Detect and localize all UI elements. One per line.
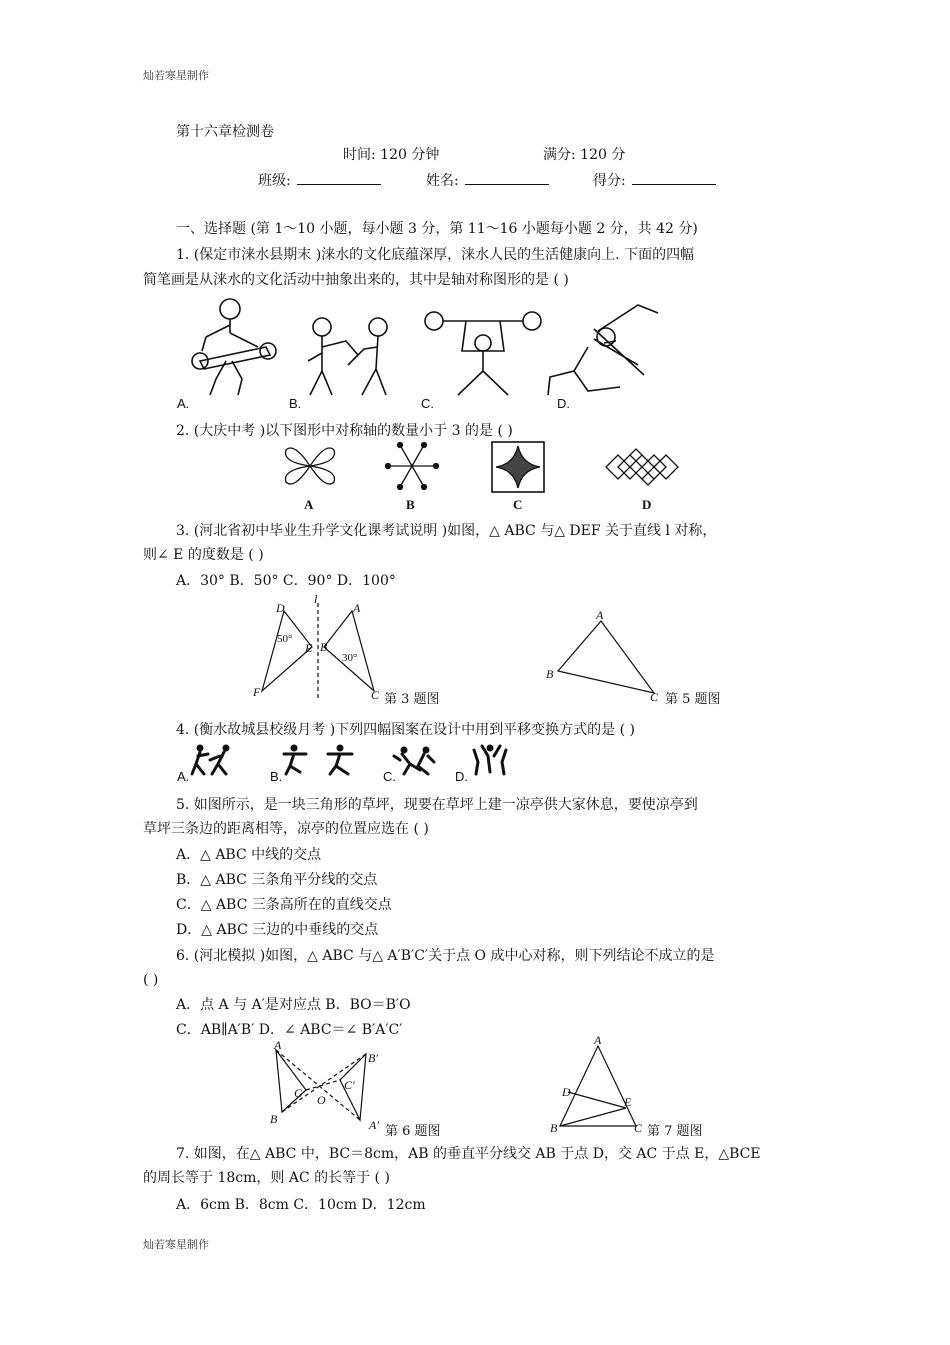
q3-options: A．30° B．50° C．90° D．100° <box>176 573 396 589</box>
q2a-petals <box>286 448 335 484</box>
q6-line1: 6. (河北模拟 )如图，△ ABC 与△ A′B′C′关于点 O 成中心对称，则下列结论不成立的是 <box>176 948 715 964</box>
q1-opt-b[interactable]: B. <box>289 396 302 411</box>
q7-label-b: B <box>550 1121 558 1135</box>
score-label: 得分: <box>593 173 626 189</box>
q1b-figure <box>308 336 386 395</box>
q7-options: A．6cm B．8cm C．10cm D．12cm <box>176 1197 426 1213</box>
q1-opt-a[interactable]: A. <box>177 396 190 411</box>
q1-figures <box>186 295 606 405</box>
q7-triangle <box>560 1046 636 1126</box>
q3-triangle-abc <box>324 611 374 691</box>
q4-stem: 4. (衡水故城县校级月考 )下列四幅图案在设计中用到平移变换方式的是 ( ) <box>176 722 636 738</box>
q4d-pattern <box>474 745 506 775</box>
q3-angle-30: 30° <box>342 652 358 664</box>
q5-line1: 5. 如图所示，是一块三角形的草坪，现要在草坪上建一凉亭供大家休息，要使凉亭到 <box>176 797 698 813</box>
q2-figures <box>280 440 700 510</box>
q3-label-e: E <box>305 641 313 655</box>
q6-label-a: A <box>274 1038 282 1052</box>
q6-label-c: C <box>294 1086 303 1100</box>
name-field <box>426 172 549 189</box>
class-label: 班级: <box>258 173 291 189</box>
q5-option-d[interactable]: D．△ ABC 三边的中垂线的交点 <box>176 922 379 938</box>
q6-figure <box>262 1040 402 1130</box>
q1-opt-c[interactable]: C. <box>421 396 434 411</box>
q2-label-a[interactable]: A <box>304 497 314 512</box>
q2b-star <box>386 443 439 490</box>
q3-label-c: C <box>371 688 380 702</box>
score-blank[interactable] <box>632 172 716 185</box>
q2c-star <box>496 446 540 488</box>
q3-label-b: B <box>320 640 328 654</box>
q4-opt-c[interactable]: C. <box>383 769 396 784</box>
q1a-figure <box>200 319 270 395</box>
q4-opt-b[interactable]: B. <box>270 769 283 784</box>
q7-perpendicular-bisector <box>568 1092 626 1108</box>
q3-label-a: A <box>353 601 361 615</box>
q6-options-2: C．AB∥A′B′ D．∠ ABC＝∠ B′A′C′ <box>176 1022 403 1038</box>
q5-label-b: B <box>546 667 554 681</box>
q7-caption: 第 7 题图 <box>647 1124 703 1139</box>
q7-label-a: A <box>594 1033 602 1047</box>
page-title: 第十六章检测卷 <box>176 124 274 140</box>
q2-label-b[interactable]: B <box>406 497 415 512</box>
q3-label-f: F <box>253 685 261 699</box>
q3-label-l: l <box>314 592 318 606</box>
q4-opt-a[interactable]: A. <box>177 769 190 784</box>
q1b-head1 <box>313 318 331 336</box>
q4-opt-d[interactable]: D. <box>455 769 468 784</box>
q6-label-o: O <box>317 1093 326 1107</box>
q1a-head <box>220 299 240 319</box>
q6-options-1: A．点 A 与 A′是对应点 B．BO＝B′O <box>176 997 411 1013</box>
q5-option-c[interactable]: C．△ ABC 三条高所在的直线交点 <box>176 897 392 913</box>
q6-triangle-abc <box>276 1050 306 1112</box>
q7-label-e: E <box>624 1095 632 1109</box>
q4a-pattern <box>192 745 230 775</box>
q3-line1: 3. (河北省初中毕业生升学文化课考试说明 )如图，△ ABC 与△ DEF 关于直线 l 对称， <box>176 523 717 539</box>
q1b-head2 <box>369 318 387 336</box>
q1d-figure <box>548 305 658 395</box>
q5-triangle <box>558 621 654 693</box>
q5-label-a: A <box>596 608 604 622</box>
q5-label-c: C <box>650 690 659 704</box>
name-blank[interactable] <box>465 172 549 185</box>
q1c-plate1 <box>425 312 443 330</box>
q1-line2: 简笔画是从涞水的文化活动中抽象出来的，其中是轴对称图形的是 ( ) <box>143 272 569 288</box>
q6-label-c-prime: C′ <box>344 1078 355 1092</box>
class-field <box>258 172 381 189</box>
q6-line2: ( ) <box>143 972 159 988</box>
name-label: 姓名: <box>426 173 459 189</box>
q1-line1: 1. (保定市涞水县期末 )涞水的文化底蕴深厚，涞水人民的生活健康向上. 下面的四幅 <box>176 247 695 263</box>
score-field <box>593 172 716 189</box>
q7-label-d: D <box>562 1085 571 1099</box>
q3-label-d: D <box>276 601 285 615</box>
q7-line1: 7. 如图，在△ ABC 中，BC＝8cm，AB 的垂直平分线交 AB 于点 D，交 AC 于点 E，△BCE <box>176 1146 761 1162</box>
q4b-pattern <box>284 745 352 775</box>
header-note: 灿若寒星制作 <box>143 69 209 82</box>
full-score-info: 满分: 120 分 <box>543 147 626 163</box>
footer-note: 灿若寒星制作 <box>143 1238 209 1251</box>
q6-label-b-prime: B′ <box>368 1051 378 1065</box>
q2-label-d[interactable]: D <box>642 497 652 512</box>
q2-stem: 2. (大庆中考 )以下图形中对称轴的数量小于 3 的是 ( ) <box>176 423 513 439</box>
q2d-chain <box>606 449 678 485</box>
class-blank[interactable] <box>297 172 381 185</box>
q7-figure <box>550 1034 660 1134</box>
q5-option-a[interactable]: A．△ ABC 中线的交点 <box>176 847 322 863</box>
q1c-figure <box>443 321 523 395</box>
q7-segment-be <box>560 1108 626 1126</box>
q5-figure <box>540 605 670 705</box>
q5-caption: 第 5 题图 <box>665 692 721 707</box>
q1c-head <box>475 335 491 351</box>
q7-line2: 的周长等于 18cm，则 AC 的长等于 ( ) <box>143 1170 390 1186</box>
q3-line2: 则∠ E 的度数是 ( ) <box>143 547 264 563</box>
time-info: 时间: 120 分钟 <box>343 147 440 163</box>
q2-label-c[interactable]: C <box>513 497 523 512</box>
q3-caption: 第 3 题图 <box>384 692 440 707</box>
q1c-plate2 <box>523 312 541 330</box>
q6-label-a-prime: A′ <box>369 1118 379 1132</box>
q5-option-b[interactable]: B．△ ABC 三条角平分线的交点 <box>176 872 378 888</box>
q5-line2: 草坪三条边的距离相等，凉亭的位置应选在 ( ) <box>143 821 429 837</box>
q6-caption: 第 6 题图 <box>385 1124 441 1139</box>
section-heading: 一、选择题 (第 1～10 小题，每小题 3 分，第 11～16 小题每小题 2 分，共 42 分) <box>176 221 698 237</box>
q7-label-c: C <box>634 1121 643 1135</box>
q1-opt-d[interactable]: D. <box>557 396 570 411</box>
q4c-pattern <box>394 747 434 775</box>
q3-angle-50: 50° <box>277 633 293 645</box>
q6-label-b: B <box>270 1112 278 1126</box>
